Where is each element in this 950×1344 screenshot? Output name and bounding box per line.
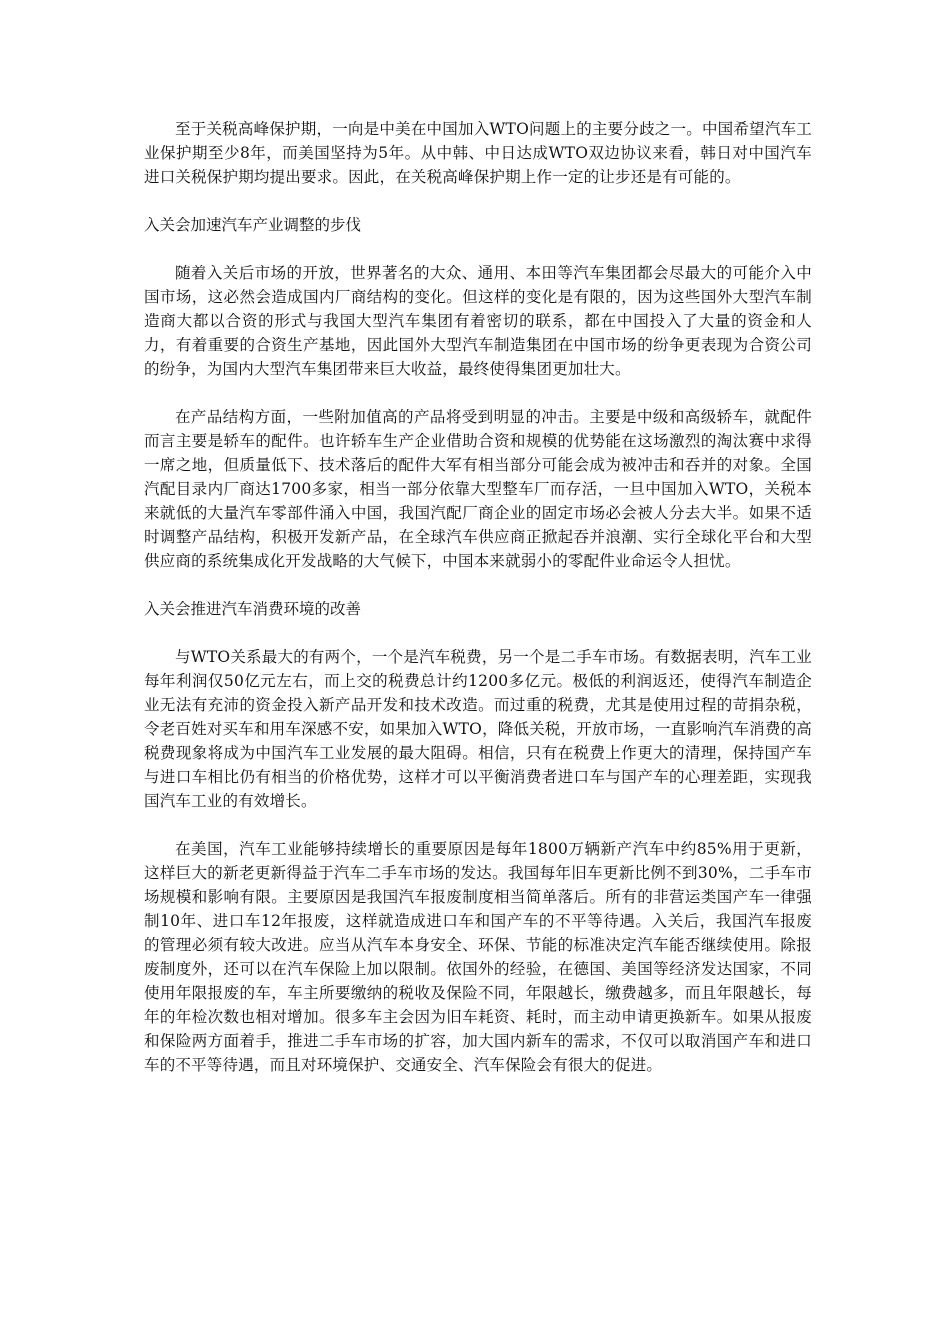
section-heading-consumption-environment: 入关会推进汽车消费环境的改善 xyxy=(144,600,362,618)
spacer xyxy=(144,189,812,213)
spacer xyxy=(144,237,812,261)
document-page xyxy=(144,117,812,1077)
paragraph-taxes-fees: 与WTO关系最大的有两个，一个是汽车税费，另一个是二手车市场。有数据表明，汽车工业每年利润仅50亿元左右，而上交的税费总计约1200多亿元。极低的利润返还，使得汽车制造企业无法有充沛的资金投入新产品开发和技术改造。而过重的税费，尤其是使用过程的苛捐杂税，令老百姓对买车和用车深感不安，如果加入WTO，降低关税，开放市场，一直影响汽车消费的高税费现象将成为中国汽车工业发展的最大阻碍。相信，只有在税费上作更大的清理，保持国产车与进口车相比仍有相当的价格优势，这样才可以平衡消费者进口车与国产车的心理差距，实现我国汽车工业的有效增长。 xyxy=(144,648,812,810)
spacer xyxy=(144,813,812,837)
paragraph-used-car-market: 在美国，汽车工业能够持续增长的重要原因是每年1800万辆新产汽车中约85%用于更新，这样巨大的新老更新得益于汽车二手车市场的发达。我国每年旧车更新比例不到30%，二手车市场规模和影响有限。主要原因是我国汽车报废制度相当简单落后。所有的非营运类国产车一律强制10年、进口车12年报废，这样就造成进口车和国产车的不平等待遇。入关后，我国汽车报废的管理必须有较大改进。应当从汽车本身安全、环保、节能的标准决定汽车能否继续使用。除报废制度外，还可以在汽车保险上加以限制。依国外的经验，在德国、美国等经济发达国家，不同使用年限报废的车，车主所要缴纳的税收及保险不同，年限越长，缴费越多，而且年限越长，每年的年检次数也相对增加。很多车主会因为旧车耗资、耗时，而主动申请更换新车。如果从报废和保险两方面着手，推进二手车市场的扩容，加大国内新车的需求，不仅可以取消国产车和进口车的不平等待遇，而且对环境保护、交通安全、汽车保险会有很大的促进。 xyxy=(144,840,812,1074)
spacer xyxy=(144,573,812,597)
spacer xyxy=(144,621,812,645)
paragraph-market-opening: 随着入关后市场的开放，世界著名的大众、通用、本田等汽车集团都会尽最大的可能介入中国市场，这必然会造成国内厂商结构的变化。但这样的变化是有限的，因为这些国外大型汽车制造商大都以合资的形式与我国大型汽车集团有着密切的联系，都在中国投入了大量的资金和人力，有着重要的合资生产基地，因此国外大型汽车制造集团在中国市场的纷争更表现为合资公司的纷争，为国内大型汽车集团带来巨大收益，最终使得集团更加壮大。 xyxy=(144,264,812,378)
paragraph-tariff-protection: 至于关税高峰保护期，一向是中美在中国加入WTO问题上的主要分歧之一。中国希望汽车工业保护期至少8年，而美国坚持为5年。从中韩、中日达成WTO双边协议来看，韩日对中国汽车进口关税保护期均提出要求。因此，在关税高峰保护期上作一定的让步还是有可能的。 xyxy=(144,120,812,186)
spacer xyxy=(144,381,812,405)
section-heading-industry-adjustment: 入关会加速汽车产业调整的步伐 xyxy=(144,216,362,234)
paragraph-product-structure: 在产品结构方面，一些附加值高的产品将受到明显的冲击。主要是中级和高级轿车，就配件而言主要是轿车的配件。也许轿车生产企业借助合资和规模的优势能在这场激烈的淘汰赛中求得一席之地，但质量低下、技术落后的配件大军有相当部分可能会成为被冲击和吞并的对象。全国汽配目录内厂商达1700多家，相当一部分依靠大型整车厂而存活，一旦中国加入WTO，关税本来就低的大量汽车零部件涌入中国，我国汽配厂商企业的固定市场必会被人分去大半。如果不适时调整产品结构，积极开发新产品，在全球汽车供应商正掀起吞并浪潮、实行全球化平台和大型供应商的系统集成化开发战略的大气候下，中国本来就弱小的零配件业命运令人担忧。 xyxy=(144,408,812,570)
